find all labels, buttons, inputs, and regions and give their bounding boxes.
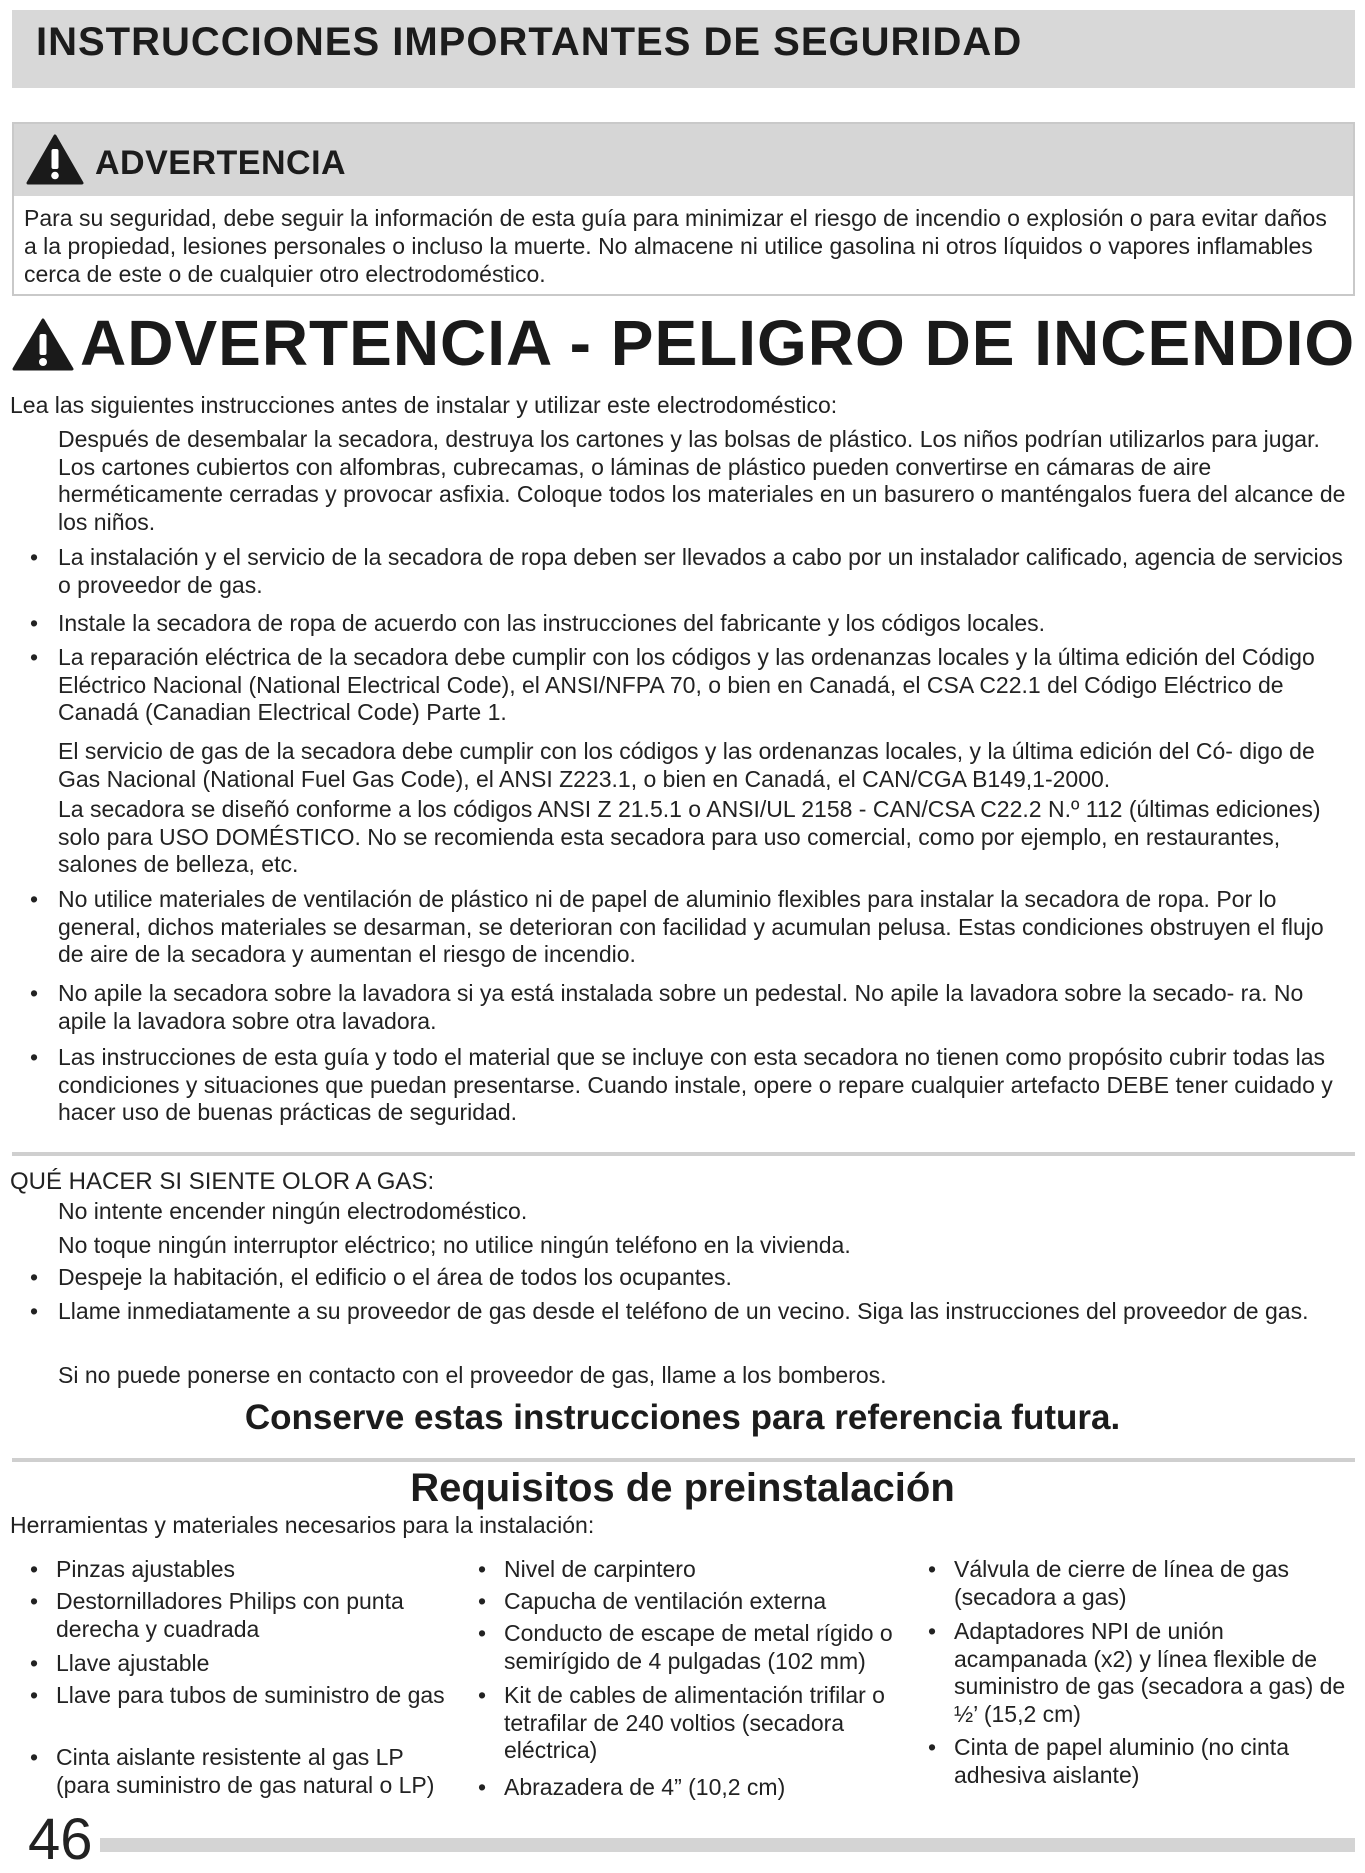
footer-bar: [100, 1838, 1355, 1852]
list-item: • Cinta aislante resistente al gas LP (para suministro de gas natural o LP): [30, 1744, 435, 1798]
list-item: No toque ningún interruptor eléctrico; no utilice ningún teléfono en la vivienda.: [58, 1232, 851, 1258]
list-item: Después de desembalar la secadora, destruya los cartones y las bolsas de plástico. Los niños podrían utilizarlos para jugar. Los cartones cubiertos con alfombras, cubrecamas, o láminas de plástico pueden convertirse en cámaras de aire herméticamente cerradas y provocar asfixia. Coloque todos los materiales en un basurero o manténgalos fuera del alcance de los niños.: [58, 426, 1346, 535]
bullet: •: [30, 886, 39, 912]
list-item: • Conducto de escape de metal rígido o semirígido de 4 pulgadas (102 mm): [478, 1620, 893, 1674]
list-item: • Adaptadores NPI de unión acampanada (x2) y línea flexible de suministro de gas (secadora a gas) de ½’ (15,2 cm): [928, 1618, 1346, 1727]
list-item: • Capucha de ventilación externa: [478, 1588, 827, 1614]
list-item: • Nivel de carpintero: [478, 1556, 696, 1582]
bullet: •: [928, 1734, 937, 1760]
bullet: •: [30, 1556, 39, 1582]
bullet: •: [30, 644, 39, 670]
gas-smell-heading: QUÉ HACER SI SIENTE OLOR A GAS:: [10, 1168, 435, 1195]
list-item: • No apile la secadora sobre la lavadora si ya está instalada sobre un pedestal. No apile la lavadora sobre la secado- ra. No apile la lavadora sobre otra lavadora.: [30, 980, 1304, 1034]
list-item: • Pinzas ajustables: [30, 1556, 235, 1582]
list-item: La secadora se diseñó conforme a los códigos ANSI Z 21.5.1 o ANSI/UL 2158 - CAN/CSA C22.2 N.º 112 (últimas ediciones) solo para USO DOMÉSTICO. No se recomienda esta secadora para uso comercial, como por ejemplo, en restaurantes, salones de belleza, etc.: [58, 796, 1321, 877]
bullet: •: [478, 1620, 487, 1646]
list-item: • Válvula de cierre de línea de gas (secadora a gas): [928, 1556, 1289, 1610]
list-item: • La instalación y el servicio de la secadora de ropa deben ser llevados a cabo por un instalador calificado, agencia de servicios o proveedor de gas.: [30, 544, 1343, 598]
bullet: •: [30, 980, 39, 1006]
bullet: •: [30, 610, 39, 636]
bullet: •: [928, 1618, 937, 1644]
list-item: • Kit de cables de alimentación trifilar o tetrafilar de 240 voltios (secadora eléctrica): [478, 1682, 885, 1763]
bullet: •: [30, 1744, 39, 1770]
warning-triangle-icon: [12, 318, 74, 372]
list-item: El servicio de gas de la secadora debe cumplir con los códigos y las ordenanzas locales, y la última edición del Có- digo de Gas Nacional (National Fuel Gas Code), el ANSI Z223.1, o bien en Canadá, el CAN/CGA B149,1-2000.: [58, 738, 1315, 792]
list-item: • Las instrucciones de esta guía y todo el material que se incluye con esta secadora no tienen como propósito cubrir todas las condiciones y situaciones que puedan presentarse. Cuando instale, opere o repare cualquier artefacto DEBE tener cuidado y hacer uso de buenas prácticas de seguridad.: [30, 1044, 1333, 1125]
bullet: •: [30, 1044, 39, 1070]
bullet: •: [478, 1556, 487, 1582]
warning-triangle-icon: [26, 134, 84, 186]
list-item: • Despeje la habitación, el edificio o el área de todos los ocupantes.: [30, 1264, 732, 1290]
bullet: •: [30, 1588, 39, 1614]
bullet: •: [30, 544, 39, 570]
list-item: No intente encender ningún electrodoméstico.: [58, 1198, 528, 1224]
list-item: • Llame inmediatamente a su proveedor de gas desde el teléfono de un vecino. Siga las instrucciones del proveedor de gas.: [30, 1298, 1309, 1324]
fire-warning-intro: Lea las siguientes instrucciones antes de instalar y utilizar este electrodoméstico:: [10, 392, 838, 418]
bullet: •: [478, 1682, 487, 1708]
list-item: • Abrazadera de 4” (10,2 cm): [478, 1774, 786, 1800]
requirements-title: Requisitos de preinstalación: [410, 1466, 955, 1510]
list-item: • Llave para tubos de suministro de gas: [30, 1682, 445, 1708]
bullet: •: [30, 1650, 39, 1676]
divider: [12, 1458, 1355, 1462]
list-item: Si no puede ponerse en contacto con el proveedor de gas, llame a los bomberos.: [58, 1362, 887, 1388]
bullet: •: [928, 1556, 937, 1582]
bullet: •: [30, 1682, 39, 1708]
bullet: •: [30, 1298, 39, 1324]
list-item: • La reparación eléctrica de la secadora debe cumplir con los códigos y las ordenanzas locales y la última edición del Código Eléctrico Nacional (National Electrical Code), el ANSI/NFPA 70, o bien en Canadá, el CSA C22.1 del Código Eléctrico de Canadá (Canadian Electrical Code) Parte 1.: [30, 644, 1315, 725]
conserve-note: Conserve estas instrucciones para referencia futura.: [244, 1398, 1121, 1437]
list-item: • Instale la secadora de ropa de acuerdo con las instrucciones del fabricante y los códigos locales.: [30, 610, 1046, 636]
list-item: • No utilice materiales de ventilación de plástico ni de papel de aluminio flexibles para instalar la secadora de ropa. Por lo general, dichos materiales se desarman, se deterioran con facilidad y acumulan pelusa. Estas condiciones obstruyen el flujo de aire de la secadora y aumentan el riesgo de incendio.: [30, 886, 1324, 967]
requirements-intro: Herramientas y materiales necesarios para la instalación:: [10, 1512, 595, 1538]
list-item: • Cinta de papel aluminio (no cinta adhesiva aislante): [928, 1734, 1289, 1788]
list-item: • Llave ajustable: [30, 1650, 210, 1676]
warning-body: Para su seguridad, debe seguir la información de esta guía para minimizar el riesgo de incendio o explosión o para evitar daños a la propiedad, lesiones personales o incluso la muerte. No almacene ni utilice gasolina ni otros líquidos o vapores inflamables cerca de este o de cualquier otro electrodoméstico.: [24, 205, 1327, 287]
warning-label: ADVERTENCIA: [95, 144, 347, 182]
page-number: 46: [28, 1807, 93, 1872]
bullet: •: [30, 1264, 39, 1290]
divider: [12, 1152, 1355, 1156]
list-item: • Destornilladores Philips con punta derecha y cuadrada: [30, 1588, 404, 1642]
bullet: •: [478, 1774, 487, 1800]
fire-warning-title: ADVERTENCIA - PELIGRO DE INCENDIO: [80, 307, 1356, 379]
page-title: INSTRUCCIONES IMPORTANTES DE SEGURIDAD: [36, 20, 1023, 64]
bullet: •: [478, 1588, 487, 1614]
